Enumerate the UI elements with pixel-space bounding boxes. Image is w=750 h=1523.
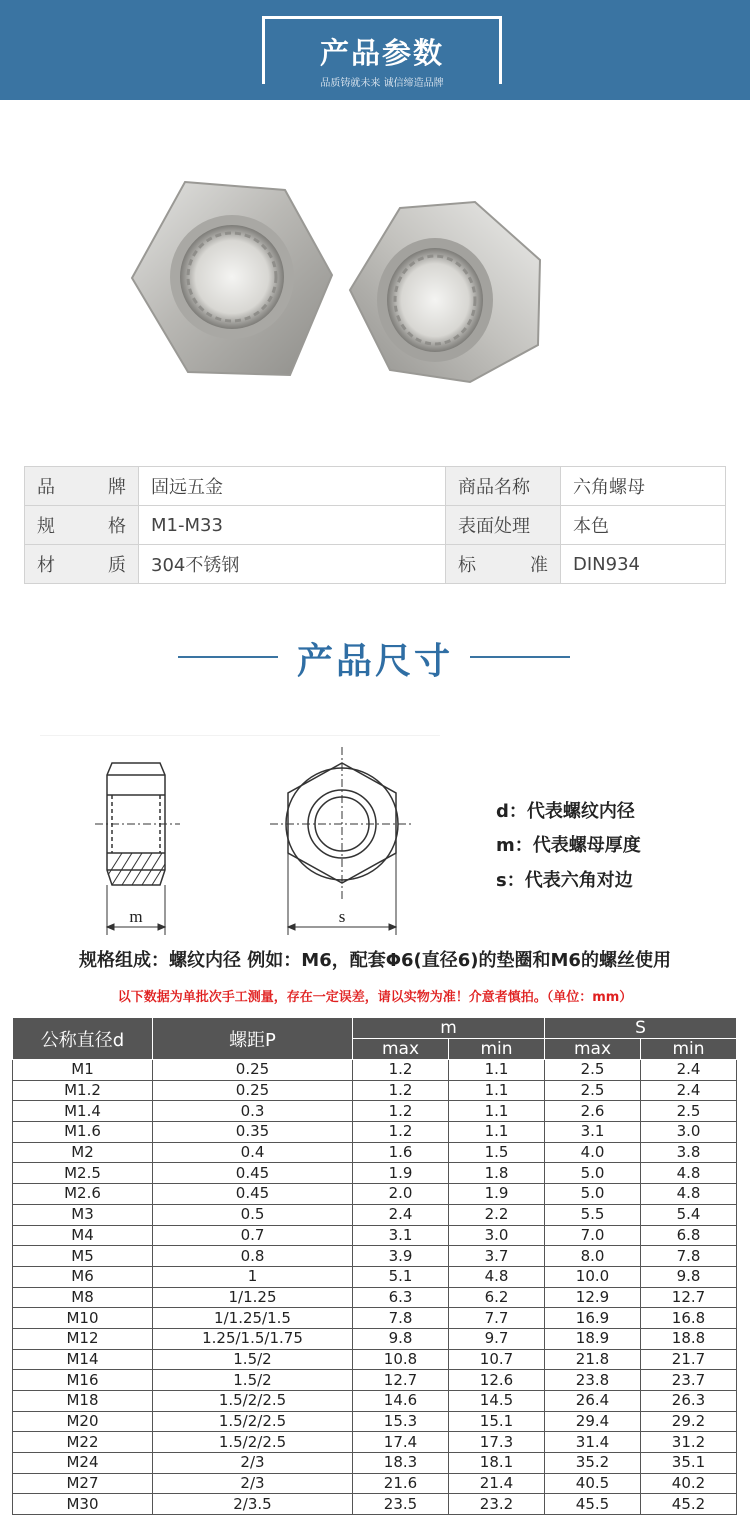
table-cell: 45.2 (641, 1494, 737, 1515)
table-cell: 31.4 (545, 1432, 641, 1453)
table-cell: 5.1 (353, 1266, 449, 1287)
table-cell: 1.1 (449, 1060, 545, 1081)
table-cell: 26.3 (641, 1391, 737, 1412)
col-header-d: 公称直径d (13, 1018, 153, 1060)
col-header-s: S (545, 1018, 737, 1039)
table-cell: 1.1 (449, 1080, 545, 1101)
table-row (13, 1204, 737, 1225)
table-cell: 23.5 (353, 1494, 449, 1515)
table-cell: 0.8 (153, 1246, 353, 1267)
table-cell: M1.6 (13, 1122, 153, 1143)
table-cell: 2.2 (449, 1204, 545, 1225)
table-cell: 5.5 (545, 1204, 641, 1225)
table-cell: 1.9 (449, 1184, 545, 1205)
table-row (25, 506, 726, 545)
table-cell: 1.1 (449, 1101, 545, 1122)
table-cell: 1.9 (353, 1163, 449, 1184)
table-cell: 21.4 (449, 1473, 545, 1494)
info-label: 商品名称 (446, 467, 561, 506)
table-cell: M4 (13, 1225, 153, 1246)
table-cell: 26.4 (545, 1391, 641, 1412)
table-cell: 2/3.5 (153, 1494, 353, 1515)
table-row (25, 545, 726, 584)
col-header-m: m (353, 1018, 545, 1039)
table-cell: 2/3 (153, 1453, 353, 1474)
page-title: 产品参数 (319, 36, 444, 70)
table-cell: M8 (13, 1287, 153, 1308)
table-cell: 1.6 (353, 1142, 449, 1163)
table-cell: 4.8 (641, 1163, 737, 1184)
table-row (13, 1287, 737, 1308)
info-label: 标 准 (446, 545, 561, 584)
col-header-m-max: max (353, 1039, 449, 1060)
table-row (13, 1163, 737, 1184)
info-value: 本色 (561, 506, 726, 545)
table-row (13, 1142, 737, 1163)
table-cell: 1.5 (449, 1142, 545, 1163)
table-cell: 29.4 (545, 1411, 641, 1432)
table-cell: 2.4 (641, 1080, 737, 1101)
table-cell: 12.6 (449, 1370, 545, 1391)
table-cell: M30 (13, 1494, 153, 1515)
table-cell: 14.5 (449, 1391, 545, 1412)
table-cell: 1.5/2 (153, 1349, 353, 1370)
table-cell: 18.9 (545, 1328, 641, 1349)
m-label: m (129, 907, 143, 926)
table-cell: M2.5 (13, 1163, 153, 1184)
top-view (270, 747, 412, 900)
table-cell: 21.8 (545, 1349, 641, 1370)
col-header-p: 螺距P (153, 1018, 353, 1060)
table-cell: 2.6 (545, 1101, 641, 1122)
table-cell: 0.5 (153, 1204, 353, 1225)
table-row (13, 1225, 737, 1246)
table-cell: 35.1 (641, 1453, 737, 1474)
legend-s: s：代表六角对边 (496, 870, 633, 891)
table-cell: 0.25 (153, 1080, 353, 1101)
table-row (13, 1494, 737, 1515)
table-cell: 3.7 (449, 1246, 545, 1267)
table-cell: 2.5 (545, 1080, 641, 1101)
table-cell: 15.3 (353, 1411, 449, 1432)
table-cell: 3.1 (353, 1225, 449, 1246)
table-cell: 29.2 (641, 1411, 737, 1432)
table-cell: 23.2 (449, 1494, 545, 1515)
table-cell: 17.4 (353, 1432, 449, 1453)
table-cell: M27 (13, 1473, 153, 1494)
table-cell: 16.8 (641, 1308, 737, 1329)
legend-m: m：代表螺母厚度 (496, 835, 641, 856)
table-cell: 21.7 (641, 1349, 737, 1370)
table-cell: 5.0 (545, 1184, 641, 1205)
table-cell: 6.8 (641, 1225, 737, 1246)
table-cell: 21.6 (353, 1473, 449, 1494)
info-label: 品 牌 (25, 467, 139, 506)
table-cell: 15.1 (449, 1411, 545, 1432)
table-cell: 10.7 (449, 1349, 545, 1370)
table-row (25, 467, 726, 506)
table-cell: 7.7 (449, 1308, 545, 1329)
table-cell: 3.1 (545, 1122, 641, 1143)
table-cell: M6 (13, 1266, 153, 1287)
table-cell: M14 (13, 1349, 153, 1370)
table-row (13, 1391, 737, 1412)
table-cell: 1.2 (353, 1101, 449, 1122)
table-cell: 1/1.25 (153, 1287, 353, 1308)
table-cell: 1.5/2/2.5 (153, 1411, 353, 1432)
table-cell: 0.45 (153, 1163, 353, 1184)
table-cell: 40.2 (641, 1473, 737, 1494)
table-cell: 9.8 (641, 1266, 737, 1287)
table-cell: 1.5/2 (153, 1370, 353, 1391)
info-label: 材 质 (25, 545, 139, 584)
table-cell: 1.2 (353, 1080, 449, 1101)
table-row (13, 1328, 737, 1349)
info-value: DIN934 (561, 545, 726, 584)
table-cell: 18.1 (449, 1453, 545, 1474)
info-value: 304不锈钢 (139, 545, 446, 584)
table-cell: 16.9 (545, 1308, 641, 1329)
table-cell: 10.0 (545, 1266, 641, 1287)
table-cell: 8.0 (545, 1246, 641, 1267)
table-cell: 18.3 (353, 1453, 449, 1474)
hatch-area (108, 853, 165, 885)
header-frame (262, 16, 502, 89)
table-cell: 0.45 (153, 1184, 353, 1205)
table-cell: 7.8 (641, 1246, 737, 1267)
table-cell: 2.4 (641, 1060, 737, 1081)
table-cell: 2.4 (353, 1204, 449, 1225)
table-cell: 2/3 (153, 1473, 353, 1494)
table-cell: 6.2 (449, 1287, 545, 1308)
table-cell: 2.0 (353, 1184, 449, 1205)
info-label: 规 格 (25, 506, 139, 545)
table-row (13, 1411, 737, 1432)
table-row (13, 1080, 737, 1101)
table-cell: 0.3 (153, 1101, 353, 1122)
table-cell: M18 (13, 1391, 153, 1412)
table-cell: 1.1 (449, 1122, 545, 1143)
table-cell: 3.9 (353, 1246, 449, 1267)
table-cell: 9.7 (449, 1328, 545, 1349)
nut-technical-drawing (40, 735, 440, 935)
table-cell: M3 (13, 1204, 153, 1225)
table-cell: 23.8 (545, 1370, 641, 1391)
table-cell: 1.5/2/2.5 (153, 1391, 353, 1412)
table-cell: M12 (13, 1328, 153, 1349)
table-cell: 6.3 (353, 1287, 449, 1308)
table-cell: M1.2 (13, 1080, 153, 1101)
table-cell: 1.2 (353, 1060, 449, 1081)
table-cell: 1/1.25/1.5 (153, 1308, 353, 1329)
table-row (13, 1184, 737, 1205)
table-cell: 0.35 (153, 1122, 353, 1143)
table-cell: M1 (13, 1060, 153, 1081)
table-cell: 40.5 (545, 1473, 641, 1494)
table-row (13, 1308, 737, 1329)
table-row (13, 1122, 737, 1143)
table-cell: M2 (13, 1142, 153, 1163)
table-cell: 17.3 (449, 1432, 545, 1453)
table-cell: 3.0 (641, 1122, 737, 1143)
table-cell: 2.5 (641, 1101, 737, 1122)
table-cell: 5.0 (545, 1163, 641, 1184)
table-cell: M5 (13, 1246, 153, 1267)
col-header-s-min: min (641, 1039, 737, 1060)
table-cell: M20 (13, 1411, 153, 1432)
table-cell: 3.8 (641, 1142, 737, 1163)
legend-d: d：代表螺纹内径 (496, 801, 635, 822)
col-header-s-max: max (545, 1039, 641, 1060)
table-cell: 1.2 (353, 1122, 449, 1143)
table-cell: M10 (13, 1308, 153, 1329)
table-cell: 4.0 (545, 1142, 641, 1163)
table-row (13, 1349, 737, 1370)
table-cell: M16 (13, 1370, 153, 1391)
section-title: 产品尺寸 (296, 641, 453, 682)
table-cell: 9.8 (353, 1328, 449, 1349)
table-row (13, 1453, 737, 1474)
table-cell: 2.5 (545, 1060, 641, 1081)
table-cell: 1 (153, 1266, 353, 1287)
table-cell: 35.2 (545, 1453, 641, 1474)
table-cell: 12.7 (353, 1370, 449, 1391)
table-cell: 0.7 (153, 1225, 353, 1246)
table-header-row (13, 1018, 737, 1039)
table-cell: 14.6 (353, 1391, 449, 1412)
page-subtitle: 品质铸就未来 诚信缔造品牌 (265, 74, 499, 89)
info-label: 表面处理 (446, 506, 561, 545)
nut-left (132, 182, 332, 375)
product-photo (100, 160, 600, 420)
table-cell: 0.25 (153, 1060, 353, 1081)
dimension-table (12, 1017, 737, 1515)
table-cell: 1.25/1.5/1.75 (153, 1328, 353, 1349)
product-info-table (24, 466, 726, 584)
table-cell: M24 (13, 1453, 153, 1474)
table-cell: 23.7 (641, 1370, 737, 1391)
table-row (13, 1060, 737, 1081)
table-cell: 7.0 (545, 1225, 641, 1246)
nut-right (350, 202, 540, 382)
table-cell: 4.8 (641, 1184, 737, 1205)
spec-description: 规格组成：螺纹内径 例如：M6，配套Φ6(直径6)的垫圈和M6的螺丝使用 (79, 950, 671, 971)
header-banner (0, 0, 750, 100)
table-cell: 31.2 (641, 1432, 737, 1453)
table-cell: M2.6 (13, 1184, 153, 1205)
col-header-m-min: min (449, 1039, 545, 1060)
table-cell: M22 (13, 1432, 153, 1453)
table-row (13, 1101, 737, 1122)
table-cell: 7.8 (353, 1308, 449, 1329)
table-cell: 1.8 (449, 1163, 545, 1184)
dimension-table-body (13, 1060, 737, 1515)
table-row (13, 1432, 737, 1453)
table-cell: 45.5 (545, 1494, 641, 1515)
table-cell: M1.4 (13, 1101, 153, 1122)
measurement-note: 以下数据为单批次手工测量，存在一定误差，请以实物为准！介意者慎拍。（单位：mm） (117, 990, 633, 1005)
table-cell: 10.8 (353, 1349, 449, 1370)
table-row (13, 1370, 737, 1391)
table-row (13, 1266, 737, 1287)
table-cell: 0.4 (153, 1142, 353, 1163)
info-value: 六角螺母 (561, 467, 726, 506)
info-value: 固远五金 (139, 467, 446, 506)
table-cell: 5.4 (641, 1204, 737, 1225)
table-cell: 1.5/2/2.5 (153, 1432, 353, 1453)
table-cell: 3.0 (449, 1225, 545, 1246)
table-row (13, 1473, 737, 1494)
table-cell: 4.8 (449, 1266, 545, 1287)
info-value: M1-M33 (139, 506, 446, 545)
table-cell: 12.9 (545, 1287, 641, 1308)
table-row (13, 1246, 737, 1267)
s-label: s (338, 907, 346, 926)
table-cell: 12.7 (641, 1287, 737, 1308)
table-cell: 18.8 (641, 1328, 737, 1349)
